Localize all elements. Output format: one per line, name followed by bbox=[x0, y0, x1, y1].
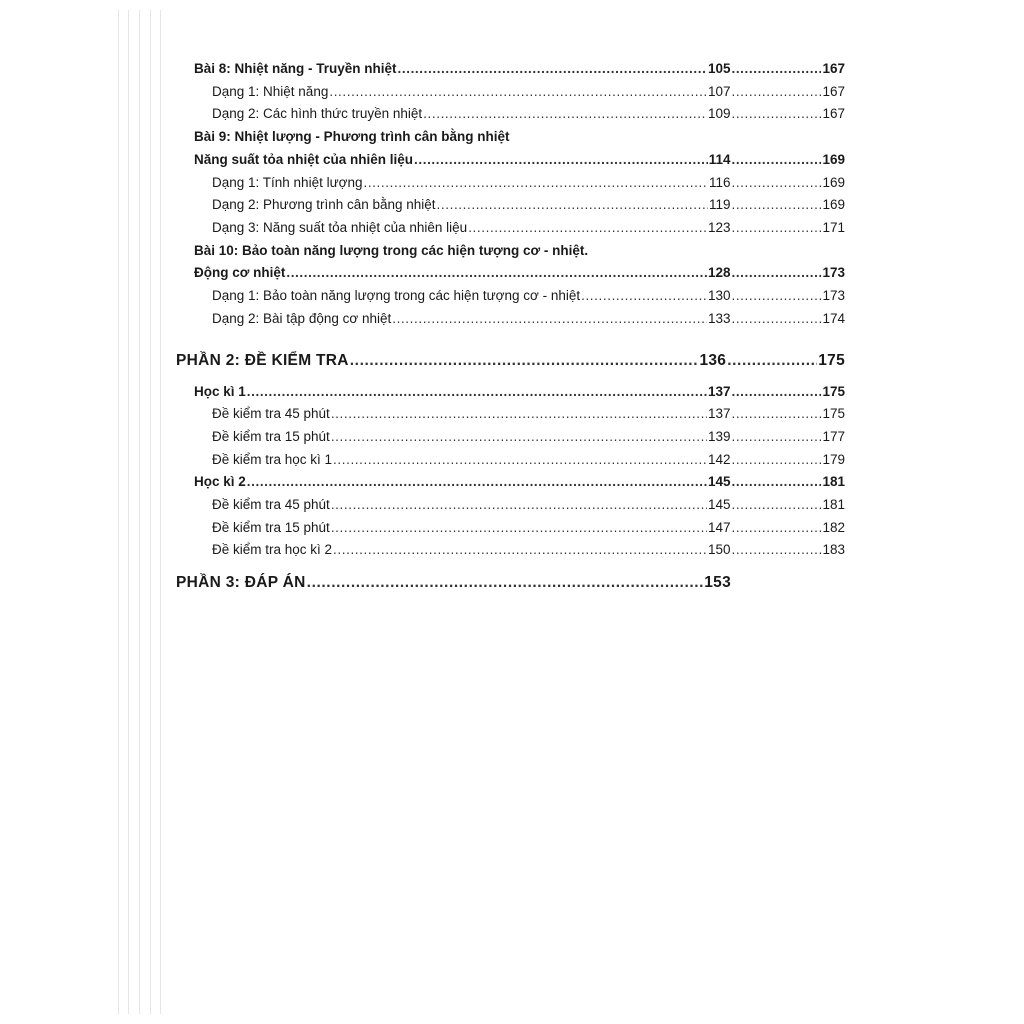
page-number: 119 bbox=[708, 197, 731, 212]
answer-page-number: 173 bbox=[822, 265, 845, 280]
page-number: 139 bbox=[707, 429, 731, 444]
answer-page-number: 169 bbox=[822, 175, 845, 190]
dot-leader bbox=[731, 497, 821, 512]
toc-subentry bbox=[212, 452, 845, 467]
dot-leader bbox=[331, 429, 707, 444]
toc-lesson-entry bbox=[194, 152, 845, 167]
toc-subentry bbox=[212, 84, 845, 99]
dot-leader bbox=[247, 384, 707, 399]
toc-entry-title: PHẦN 3: ĐÁP ÁN bbox=[176, 574, 306, 591]
page-number: 116 bbox=[708, 175, 731, 190]
answer-page-number: 167 bbox=[822, 84, 845, 99]
dot-leader bbox=[468, 220, 707, 235]
toc-entry-title: Bài 9: Nhiệt lượng - Phương trình cân bằng nhiệt bbox=[194, 129, 510, 144]
answer-page-number: 167 bbox=[822, 106, 845, 121]
answer-page-number: 181 bbox=[822, 497, 845, 512]
dot-leader bbox=[731, 220, 821, 235]
dot-leader bbox=[731, 429, 821, 444]
toc-subentry bbox=[212, 311, 845, 326]
dot-leader bbox=[731, 474, 821, 489]
dot-leader bbox=[581, 288, 707, 303]
answer-page-number: 174 bbox=[822, 311, 845, 326]
toc-subentry bbox=[212, 175, 845, 190]
toc-entry-title: Bài 8: Nhiệt năng - Truyền nhiệt bbox=[194, 61, 397, 76]
dot-leader bbox=[392, 311, 707, 326]
toc-entry-title: Học kì 1 bbox=[194, 384, 246, 399]
dot-leader bbox=[247, 474, 707, 489]
dot-leader bbox=[731, 520, 821, 535]
answer-page-number: 175 bbox=[822, 406, 845, 421]
dot-leader bbox=[731, 406, 821, 421]
dot-leader bbox=[286, 265, 707, 280]
toc-subentry bbox=[212, 106, 845, 121]
page-number: 153 bbox=[704, 574, 731, 591]
dot-leader bbox=[437, 197, 708, 212]
page-number: 145 bbox=[707, 497, 731, 512]
page-number: 105 bbox=[707, 61, 731, 76]
dot-leader bbox=[414, 152, 708, 167]
dot-leader bbox=[307, 574, 704, 592]
dot-leader bbox=[731, 265, 821, 280]
toc-lesson-entry bbox=[194, 265, 845, 280]
answer-page-number: 182 bbox=[822, 520, 845, 535]
dot-leader bbox=[731, 452, 821, 467]
dot-leader bbox=[731, 288, 821, 303]
answer-page-number: 167 bbox=[822, 61, 845, 76]
toc-subentry bbox=[212, 542, 845, 557]
toc-entry-title: Dạng 1: Nhiệt năng bbox=[212, 84, 329, 99]
toc-lesson-entry bbox=[194, 384, 845, 399]
page-edge-line bbox=[128, 10, 129, 1014]
answer-page-number: 183 bbox=[822, 542, 845, 557]
dot-leader bbox=[331, 406, 707, 421]
dot-leader bbox=[731, 384, 821, 399]
toc-entry-title: Dạng 3: Năng suất tỏa nhiệt của nhiên liệu bbox=[212, 220, 468, 235]
page-number: 128 bbox=[707, 265, 731, 280]
answer-page-number: 179 bbox=[822, 452, 845, 467]
toc-entry-title: Đề kiểm tra 45 phút bbox=[212, 497, 330, 512]
toc-entry-title: Dạng 1: Tính nhiệt lượng bbox=[212, 175, 363, 190]
page-number: 137 bbox=[707, 406, 731, 421]
toc-entry-title: Đề kiểm tra 15 phút bbox=[212, 429, 330, 444]
page-number: 145 bbox=[707, 474, 731, 489]
dot-leader bbox=[363, 175, 707, 190]
dot-leader bbox=[423, 106, 707, 121]
dot-leader bbox=[731, 84, 821, 99]
answer-page-number: 175 bbox=[818, 352, 845, 369]
toc-subentry bbox=[212, 497, 845, 512]
toc-subentry bbox=[212, 429, 845, 444]
dot-leader bbox=[398, 61, 707, 76]
toc-lesson-entry bbox=[194, 129, 510, 144]
toc-lesson-entry bbox=[194, 243, 588, 258]
toc-entry-title: Đề kiểm tra học kì 2 bbox=[212, 542, 333, 557]
page-number: 130 bbox=[707, 288, 731, 303]
toc-entry-title: Đề kiểm tra học kì 1 bbox=[212, 452, 333, 467]
dot-leader bbox=[727, 352, 817, 370]
answer-page-number: 169 bbox=[822, 197, 845, 212]
dot-leader bbox=[731, 197, 821, 212]
dot-leader bbox=[731, 542, 821, 557]
dot-leader bbox=[731, 311, 821, 326]
page-edge-line bbox=[139, 10, 140, 1014]
dot-leader bbox=[731, 106, 821, 121]
page-number: 142 bbox=[707, 452, 731, 467]
dot-leader bbox=[333, 452, 707, 467]
toc-entry-title: Học kì 2 bbox=[194, 474, 246, 489]
toc-entry-title: Đề kiểm tra 45 phút bbox=[212, 406, 330, 421]
page-number: 107 bbox=[707, 84, 731, 99]
dot-leader bbox=[331, 520, 707, 535]
toc-entry-title: PHẦN 2: ĐỀ KIỂM TRA bbox=[176, 352, 349, 369]
toc-subentry bbox=[212, 288, 845, 303]
toc-entry-title: Năng suất tỏa nhiệt của nhiên liệu bbox=[194, 152, 414, 167]
toc-entry-title: Dạng 2: Phương trình cân bằng nhiệt bbox=[212, 197, 436, 212]
answer-page-number: 173 bbox=[822, 288, 845, 303]
answer-page-number: 181 bbox=[822, 474, 845, 489]
toc-lesson-entry bbox=[194, 61, 845, 76]
dot-leader bbox=[350, 352, 699, 370]
toc-subentry bbox=[212, 406, 845, 421]
toc-subentry bbox=[212, 520, 845, 535]
page-edge-line bbox=[118, 10, 119, 1014]
dot-leader bbox=[731, 61, 821, 76]
page-number: 114 bbox=[708, 152, 731, 167]
toc-entry-title: Dạng 1: Bảo toàn năng lượng trong các hiện tượng cơ - nhiệt bbox=[212, 288, 581, 303]
dot-leader bbox=[731, 152, 821, 167]
toc-part-heading bbox=[176, 352, 845, 370]
answer-page-number: 169 bbox=[822, 152, 845, 167]
toc-lesson-entry bbox=[194, 474, 845, 489]
toc-entry-title: Đề kiểm tra 15 phút bbox=[212, 520, 330, 535]
page-edge-line bbox=[160, 10, 161, 1014]
page-number: 109 bbox=[707, 106, 731, 121]
toc-subentry bbox=[212, 220, 845, 235]
toc-part-heading bbox=[176, 574, 731, 592]
page-number: 147 bbox=[707, 520, 731, 535]
answer-page-number: 171 bbox=[822, 220, 845, 235]
page-edge-line bbox=[150, 10, 151, 1014]
dot-leader bbox=[333, 542, 707, 557]
toc-entry-title: Dạng 2: Các hình thức truyền nhiệt bbox=[212, 106, 423, 121]
page-number: 123 bbox=[707, 220, 731, 235]
toc-entry-title: Bài 10: Bảo toàn năng lượng trong các hiện tượng cơ - nhiệt. bbox=[194, 243, 589, 258]
dot-leader bbox=[331, 497, 707, 512]
answer-page-number: 175 bbox=[822, 384, 845, 399]
toc-subentry bbox=[212, 197, 845, 212]
toc-entry-title: Động cơ nhiệt bbox=[194, 265, 286, 280]
page-number: 137 bbox=[707, 384, 731, 399]
dot-leader bbox=[329, 84, 707, 99]
answer-page-number: 177 bbox=[822, 429, 845, 444]
dot-leader bbox=[731, 175, 821, 190]
page-number: 133 bbox=[707, 311, 731, 326]
page-number: 136 bbox=[699, 352, 727, 369]
toc-entry-title: Dạng 2: Bài tập động cơ nhiệt bbox=[212, 311, 392, 326]
page-number: 150 bbox=[707, 542, 731, 557]
